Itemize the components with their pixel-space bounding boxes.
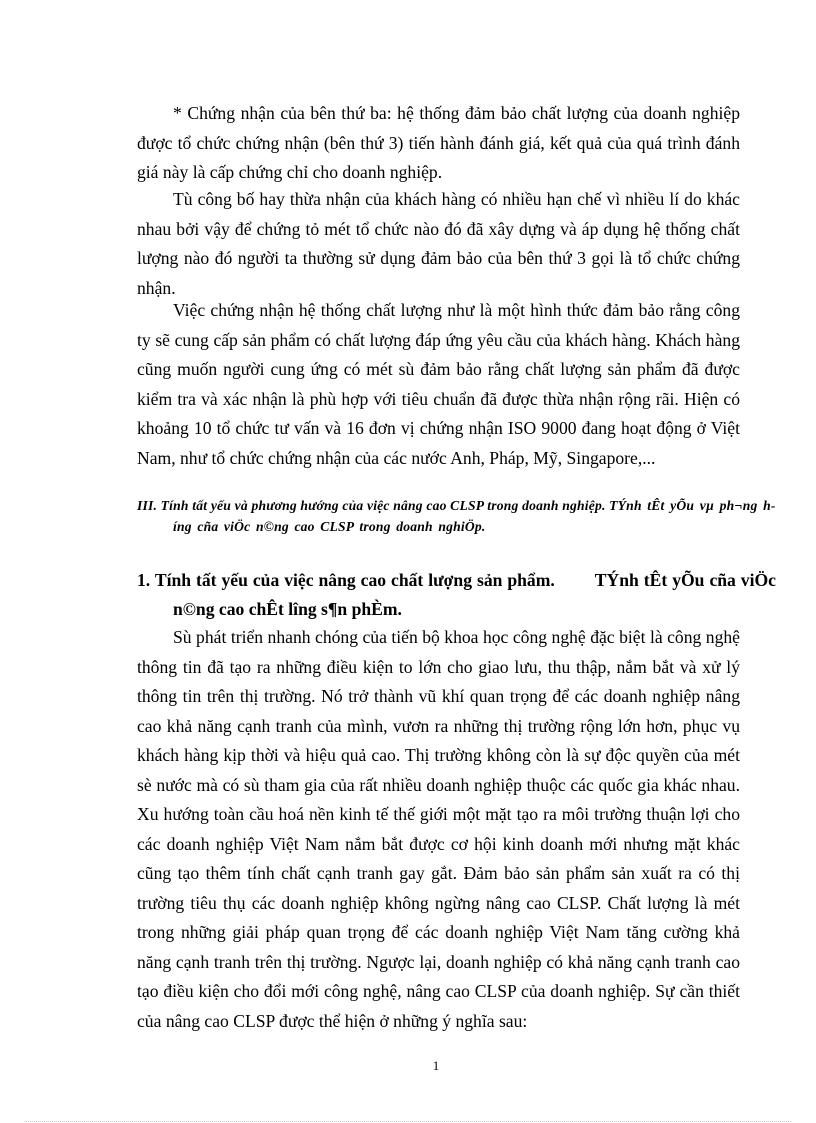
section-heading-iii <box>137 495 776 537</box>
subsection-heading-1-text: 1. Tính tất yếu của việc nâng cao chất lượng sản phẩm. <box>137 570 555 590</box>
section-heading-iii-garbled: TÝnh tÊt yÕu vµ ph¬ng híng cña viÖc n©ng cao CLSP trong doanh nghiÖp. <box>173 498 776 534</box>
paragraph-third-party-certification: * Chứng nhận của bên thứ ba: hệ thống đảm bảo chất lượng của doanh nghiệp được tổ chức chứng nhận (bên thứ 3) tiến hành đánh giá, kết quả của quá trình đánh giá này là cấp chứng chỉ cho doanh nghiệp. <box>137 103 740 182</box>
subsection-heading-1-garbled: TÝnh tÊt yÕu cña viÖc n©ng cao chÊt lîng s¶n phÈm. <box>173 570 776 619</box>
paragraph-quality-system-certification: Việc chứng nhận hệ thống chất lượng như là một hình thức đảm bảo rằng công ty sẽ cung cấp sản phẩm có chất lượng đáp ứng yêu cầu của khách hàng. Khách hàng cũng muốn người cung ứng có mét sù đảm bảo rằng chất lượng sản phẩm đã được kiểm tra và xác nhận là phù hợp với tiêu chuẩn đã được thừa nhận rộng rãi. Hiện có khoảng 10 tổ chức tư vấn và 16 đơn vị chứng nhận ISO 9000 đang hoạt động ở Việt Nam, như tổ chức chứng nhận của các nước Anh, Pháp, Mỹ, Singapore,... <box>137 300 740 468</box>
page-number: 1 <box>432 1058 440 1073</box>
subsection-heading-1 <box>137 566 776 624</box>
section-heading-iii-text: III. Tính tất yếu và phương hướng của việc nâng cao CLSP trong doanh nghiệp. <box>137 498 606 513</box>
paragraph-customer-recognition: Tù công bố hay thừa nhận của khách hàng có nhiều hạn chế vì nhiều lí do khác nhau bởi vậy để chứng tỏ mét tổ chức nào đó đã xây dựng và áp dụng hệ thống chất lượng nào đó người ta thường sử dụng đảm bảo của bên thứ 3 gọi là tổ chức chứng nhận. <box>137 189 740 298</box>
page-bottom-divider <box>25 1121 791 1122</box>
paragraph-necessity: Sù phát triển nhanh chóng của tiến bộ khoa học công nghệ đặc biệt là công nghệ thông tin đã tạo ra những điều kiện to lớn cho giao lưu, thu thập, nắm bắt và xử lý thông tin trên thị trường. Nó trở thành vũ khí quan trọng để các doanh nghiệp nâng cao khả năng cạnh tranh của mình, vươn ra những thị trường rộng lớn hơn, phục vụ khách hàng kịp thời và hiệu quả cao. Thị trường không còn là sự độc quyền của mét sè nước mà có sù tham gia của rất nhiều doanh nghiệp thuộc các quốc gia khác nhau. Xu hướng toàn cầu hoá nền kinh tế thế giới một mặt tạo ra môi trường thuận lợi cho các doanh nghiệp Việt Nam nắm bắt được cơ hội kinh doanh mới nhưng mặt khác cũng tạo thêm tính chất cạnh tranh gay gắt. Đảm bảo sản phẩm sản xuất ra có thị trường tiêu thụ các doanh nghiệp không ngừng nâng cao CLSP. Chất lượng là mét trong những giải pháp quan trọng để các doanh nghiệp Việt Nam tăng cường khả năng cạnh tranh trên thị trường. Ngược lại, doanh nghiệp có khả năng cạnh tranh cao tạo điều kiện cho đổi mới công nghệ, nâng cao CLSP của doanh nghiệp. Sự cần thiết của nâng cao CLSP được thể hiện ở những ý nghĩa sau: <box>137 627 740 1031</box>
